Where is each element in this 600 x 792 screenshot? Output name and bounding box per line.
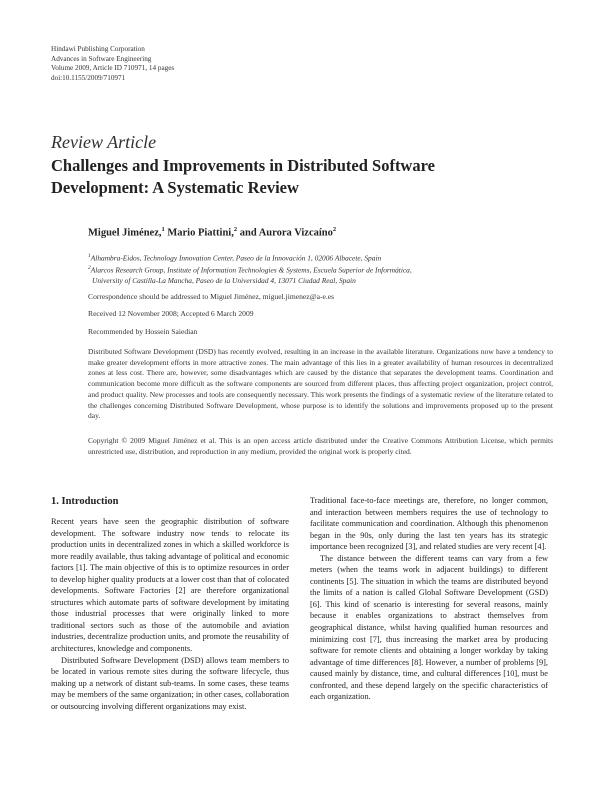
author-name: Miguel Jiménez,	[88, 227, 162, 239]
author-affiliation-mark: 2	[332, 226, 337, 233]
doi: doi:10.1155/2009/710971	[51, 73, 126, 82]
dates: Received 12 November 2008; Accepted 6 March 2009	[88, 309, 254, 318]
paragraph: Distributed Software Development (DSD) allows team members to be located in various remote sites during the software lifecycle, thus making up a network of distant sub-teams. In some cases, these teams may be members of the same organization; in other cases, collaboration or outsourcing involving different organizations may exist.	[51, 655, 289, 711]
abstract: Distributed Software Development (DSD) has recently evolved, resulting in an increase in the available literature. Organizations now have a tendency to make greater development efforts in more attractive zones. The main advantage of this lies in a greater availability of human resources in decentralized zones at less cost. There are, however, some disadvantages which are caused by the distance that separates the development teams. Coordination and communication become more difficult as the software components are sourced from different places, thus affecting project organization, project control, and product quality. New processes and tools are consequently necessary. This work presents the findings of a systematic review of the literature related to the challenges concerning Distributed Software Development, whose purpose is to identify the solutions and improvements proposed up to the present day.	[88, 347, 553, 421]
paper-title: Challenges and Improvements in Distributed Software Development: A Systematic Review	[51, 156, 435, 197]
affiliation: $^1$Alhambra-Eidos, Technology Innovation Center, Paseo de la Innovación 1, 02006 Albacete, Spain	[88, 253, 382, 263]
affiliation-continued: University of Castilla-La Mancha, Paseo de la Universidad 4, 13071 Ciudad Real, Spain	[92, 275, 356, 285]
author-name: and Aurora Vizcaíno	[237, 227, 333, 239]
paragraph: Recent years have seen the geographic distribution of software development. The software industry now tends to relocate its production units in decentralized zones in which a skilled workforce is more readily available, thus taking advantage of political and economic factors [1]. The main objective of this is to optimize resources in order to develop higher quality products at a lower cost than that of colocated developments. Software Factories [2] are therefore organizational structures which automate parts of software development by imitating those industrial processes that were originally linked to more traditional sectors such as those of the automobile and aviation industries, decentralize production units, and promote the reusability of architectures, knowledge and components.	[51, 517, 289, 654]
author-affiliation-mark: 1	[161, 226, 165, 233]
author-name: Mario Piattini,	[164, 227, 234, 239]
paragraph: Traditional face-to-face meetings are, therefore, no longer common, and interaction between members requires the use of technology to facilitate communication and coordination. Although this phenomenon began in the 90s, only during the last ten years has its strategic importance been recognized [3], and related studies are very recent [4].	[310, 496, 548, 552]
publisher-name: Hindawi Publishing Corporation	[51, 45, 145, 53]
correspondence: Correspondence should be addressed to Miguel Jiménez, miguel.jimenez@a-e.es	[88, 292, 335, 301]
recommended-by: Recommended by Hossein Saiedian	[88, 327, 198, 336]
affiliations	[88, 251, 553, 286]
paragraph: The distance between the different teams can vary from a few meters (when the teams work in adjacent buildings) to different continents [5]. The situation in which the teams are distributed beyond the limits of a nation is called Global Software Development (GSD) [6]. This kind of scenario is interesting for several reasons, mainly because it enables organizations to abstract themselves from geographical distance, whilst having qualified human resources and minimizing cost [7], thus increasing the market area by producing software for remote clients and obtaining a longer workday by taking advantage of time differences [8]. However, a number of problems [9], caused mainly by distance, time, and cultural differences [10], must be confronted, and these depend largely on the specific characteristics of each organization.	[310, 553, 548, 702]
article-type: Review Article	[51, 132, 157, 152]
affiliation-number: 2	[88, 265, 91, 272]
left-column	[51, 516, 289, 712]
author-list	[88, 226, 553, 239]
publication-info	[51, 45, 174, 83]
volume-info: Volume 2009, Article ID 710971, 14 pages	[51, 64, 175, 73]
author-affiliation-mark: 2	[233, 226, 238, 233]
affiliation-number: 1	[88, 253, 91, 259]
section-heading: 1. Introduction	[51, 496, 119, 507]
right-column	[310, 495, 548, 703]
copyright-notice: Copyright © 2009 Miguel Jiménez et al. This is an open access article distributed under the Creative Commons Attribution License, which permits unrestricted use, distribution, and reproduction in any medium, provided the original work is properly cited.	[88, 436, 553, 456]
affiliation: $^2$Alarcos Research Group, Institute of Information Technologies & Systems, Escuela Superior de Informática,	[88, 265, 412, 275]
journal-name: Advances in Software Engineering	[51, 54, 152, 63]
